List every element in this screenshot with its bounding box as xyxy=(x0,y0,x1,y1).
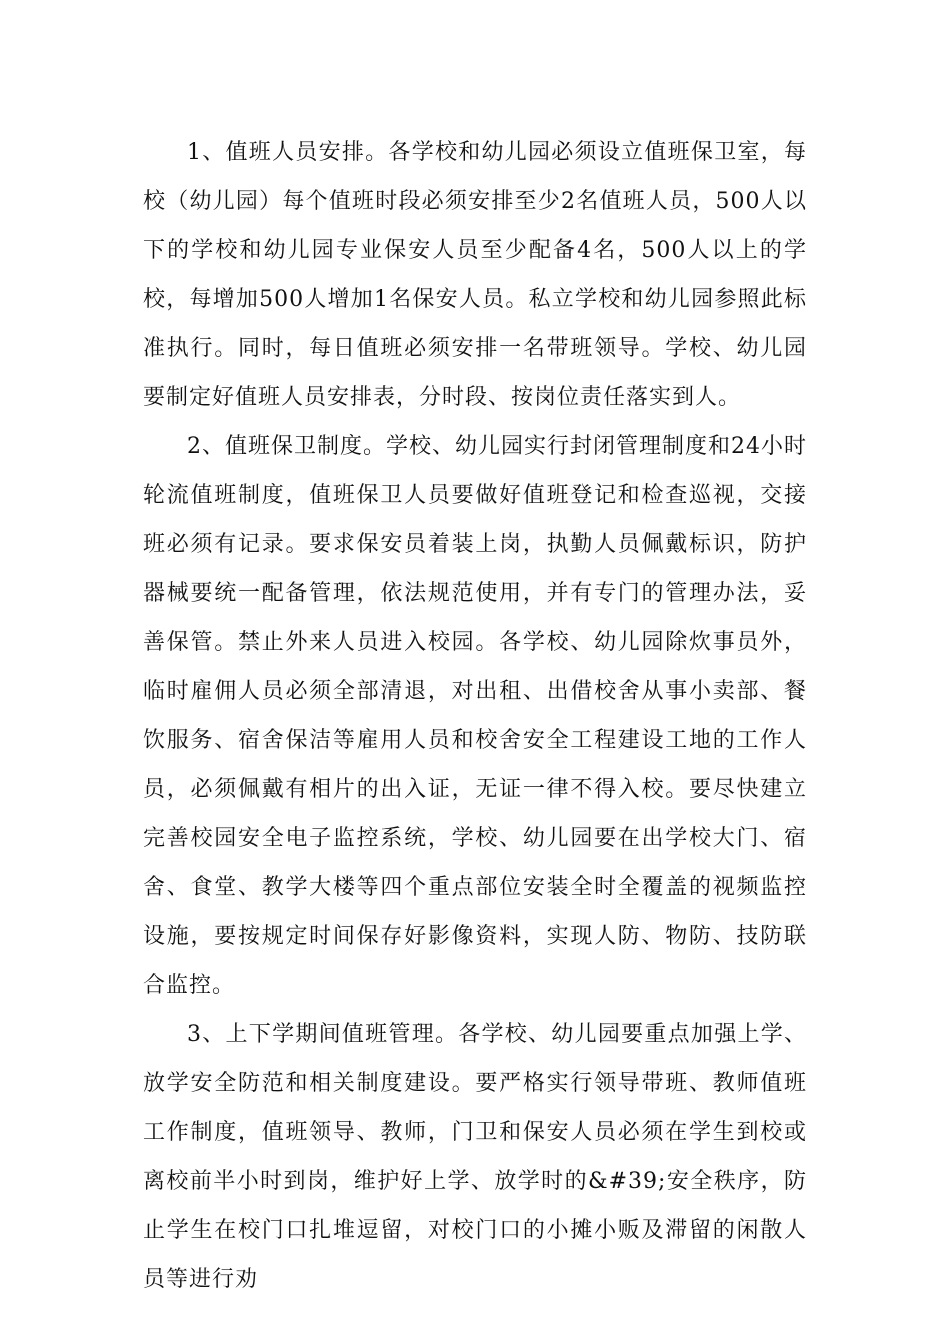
paragraph-security-system: 2、值班保卫制度。学校、幼儿园实行封闭管理制度和24小时轮流值班制度，值班保卫人员要做好值班登记和检查巡视，交接班必须有记录。要求保安员着装上岗，执勤人员佩戴标识，防护器械要统一配备管理，依法规范使用，并有专门的管理办法，妥善保管。禁止外来人员进入校园。各学校、幼儿园除炊事员外，临时雇佣人员必须全部清退，对出租、出借校舍从事小卖部、餐饮服务、宿舍保洁等雇用人员和校舍安全工程建设工地的工作人员，必须佩戴有相片的出入证，无证一律不得入校。要尽快建立完善校园安全电子监控系统，学校、幼儿园要在出学校大门、宿舍、食堂、教学大楼等四个重点部位安装全时全覆盖的视频监控设施，要按规定时间保存好影像资料，实现人防、物防、技防联合监控。 xyxy=(143,434,807,998)
document-body xyxy=(143,128,807,1304)
paragraph-school-hours-duty: 3、上下学期间值班管理。各学校、幼儿园要重点加强上学、放学安全防范和相关制度建设。要严格实行领导带班、教师值班工作制度，值班领导、教师，门卫和保安人员必须在学生到校或离校前半小时到岗，维护好上学、放学时的&#39;安全秩序，防止学生在校门口扎堆逗留，对校门口的小摊小贩及滞留的闲散人员等进行劝 xyxy=(143,1022,807,1292)
paragraph-duty-staff: 1、值班人员安排。各学校和幼儿园必须设立值班保卫室，每校（幼儿园）每个值班时段必须安排至少2名值班人员，500人以下的学校和幼儿园专业保安人员至少配备4名，500人以上的学校，每增加500人增加1名保安人员。私立学校和幼儿园参照此标准执行。同时，每日值班必须安排一名带班领导。学校、幼儿园要制定好值班人员安排表，分时段、按岗位责任落实到人。 xyxy=(143,140,807,410)
